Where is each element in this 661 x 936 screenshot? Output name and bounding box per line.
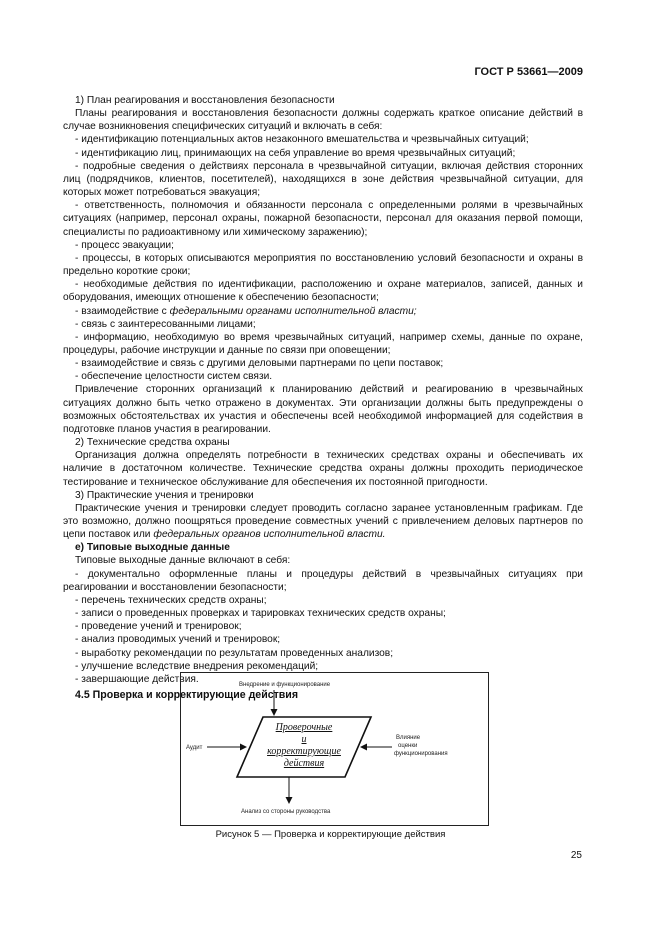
- figure-center-line3: корректирующие: [267, 746, 341, 757]
- paragraph: 3) Практические учения и тренировки: [75, 489, 254, 501]
- paragraph: - взаимодействие и связь с другими деловыми партнерами по цепи поставок;: [75, 358, 444, 370]
- page-number: 25: [570, 850, 582, 861]
- paragraph: - перечень технических средств охраны;: [75, 594, 267, 606]
- figure-center-line1: Проверочные: [275, 722, 333, 733]
- figure-right-label-1: Влияние: [396, 735, 421, 741]
- figure-center-line2: и: [301, 734, 307, 745]
- paragraph: - завершающие действия.: [75, 673, 199, 685]
- paragraph: - взаимодействие с федеральными органами исполнительной власти;: [75, 305, 417, 317]
- paragraph: 1) План реагирования и восстановления безопасности: [75, 95, 335, 106]
- paragraph: Практические учения и тренировки следует проводить согласно заранее установленным графикам. Где это возможно, должно поощряться проведение совместных учений с привлечением деловых партнеров по цепи поставок или федеральных органов исполнительной власти.: [63, 502, 583, 541]
- paragraph: - идентификацию потенциальных актов незаконного вмешательства и чрезвычайных ситуаций;: [75, 134, 529, 146]
- paragraph: е) Типовые выходные данные: [75, 542, 230, 554]
- figure-right-label-2: оценки: [398, 743, 418, 749]
- body-text: [63, 94, 583, 702]
- figure-bottom-label: Анализ со стороны руководства: [241, 809, 331, 815]
- paragraph: - ответственность, полномочия и обязанности персонала с определенными ролями в чрезвычайных ситуациях (например, персонал охраны, пожарной безопасности, персонал для оказания первой помощи, специалисты по радиоактивному или химическому заражению);: [63, 200, 583, 238]
- figure-left-label: Аудит: [186, 745, 203, 751]
- paragraph: 2) Технические средства охраны: [75, 437, 230, 449]
- paragraph: - идентификацию лиц, принимающих на себя управление во время чрезвычайных ситуаций;: [75, 147, 516, 159]
- paragraph: - выработку рекомендации по результатам проведенных анализов;: [75, 647, 394, 659]
- figure-center-line4: действия: [283, 758, 325, 769]
- paragraph: - улучшение вследствие внедрения рекомендаций;: [75, 660, 319, 672]
- paragraph: Привлечение сторонних организаций к планированию действий и реагированию в чрезвычайных ситуациях должно быть четко отражено в документах. Эти организации должны быть предупреждены о возможных обстоятельствах их участия и обеспечены всей необходимой информацией для содействия в подготовке планов участия в реагировании.: [63, 384, 583, 435]
- paragraph: - обеспечение целостности систем связи.: [75, 371, 273, 383]
- paragraph: Типовые выходные данные включают в себя:: [75, 555, 291, 567]
- paragraph: - проведение учений и тренировок;: [75, 621, 242, 633]
- paragraph: - документально оформленные планы и процедуры действий в чрезвычайных ситуациях при реагировании и восстановлении безопасности;: [63, 568, 583, 593]
- figure-right-label-3: функционирования: [394, 751, 448, 757]
- paragraph: - процессы, в которых описываются мероприятия по восстановлению условий безопасности и охраны в предельно короткие сроки;: [63, 252, 583, 278]
- paragraph: - необходимые действия по идентификации, расположению и охране материалов, записей, данных и оборудования, имеющих отношение к обеспечению безопасности;: [63, 279, 583, 304]
- paragraph: 4.5 Проверка и корректирующие действия: [75, 689, 298, 702]
- paragraph: - анализ проводимых учений и тренировок;: [75, 634, 281, 646]
- paragraph: - процесс эвакуации;: [75, 239, 174, 251]
- paragraph: Планы реагирования и восстановления безопасности должны содержать краткое описание действий в случае возникновения специфических ситуаций и включать в себя:: [63, 108, 583, 133]
- paragraph: - связь с заинтересованными лицами;: [75, 318, 256, 330]
- paragraph: Организация должна определять потребности в технических средствах охраны и обеспечивать их наличие в достаточном количестве. Технические средства охраны должны проходить периодическое тестирование и техническое обслуживание для обеспечения их постоянной пригодности.: [63, 450, 583, 488]
- figure-5: [180, 672, 489, 826]
- document-header: ГОСТ Р 53661—2009: [474, 66, 583, 78]
- paragraph: - информацию, необходимую во время чрезвычайных ситуаций, например схемы, данные по охране, процедуры, рабочие инструкции и данные по связи при оповещении;: [63, 331, 583, 356]
- paragraph: - подробные сведения о действиях персонала в чрезвычайной ситуации, включая действия сторонних лиц (подрядчиков, клиентов, посетителей), находящихся в зоне действия чрезвычайной ситуации, для которых может потребоваться эвакуация;: [63, 160, 583, 199]
- paragraph: - записи о проведенных проверках и тарировках технических средств охраны;: [75, 608, 446, 620]
- figure-top-label: Внедрение и функционирование: [239, 682, 331, 688]
- figure-caption: Рисунок 5 — Проверка и корректирующие действия: [215, 829, 446, 840]
